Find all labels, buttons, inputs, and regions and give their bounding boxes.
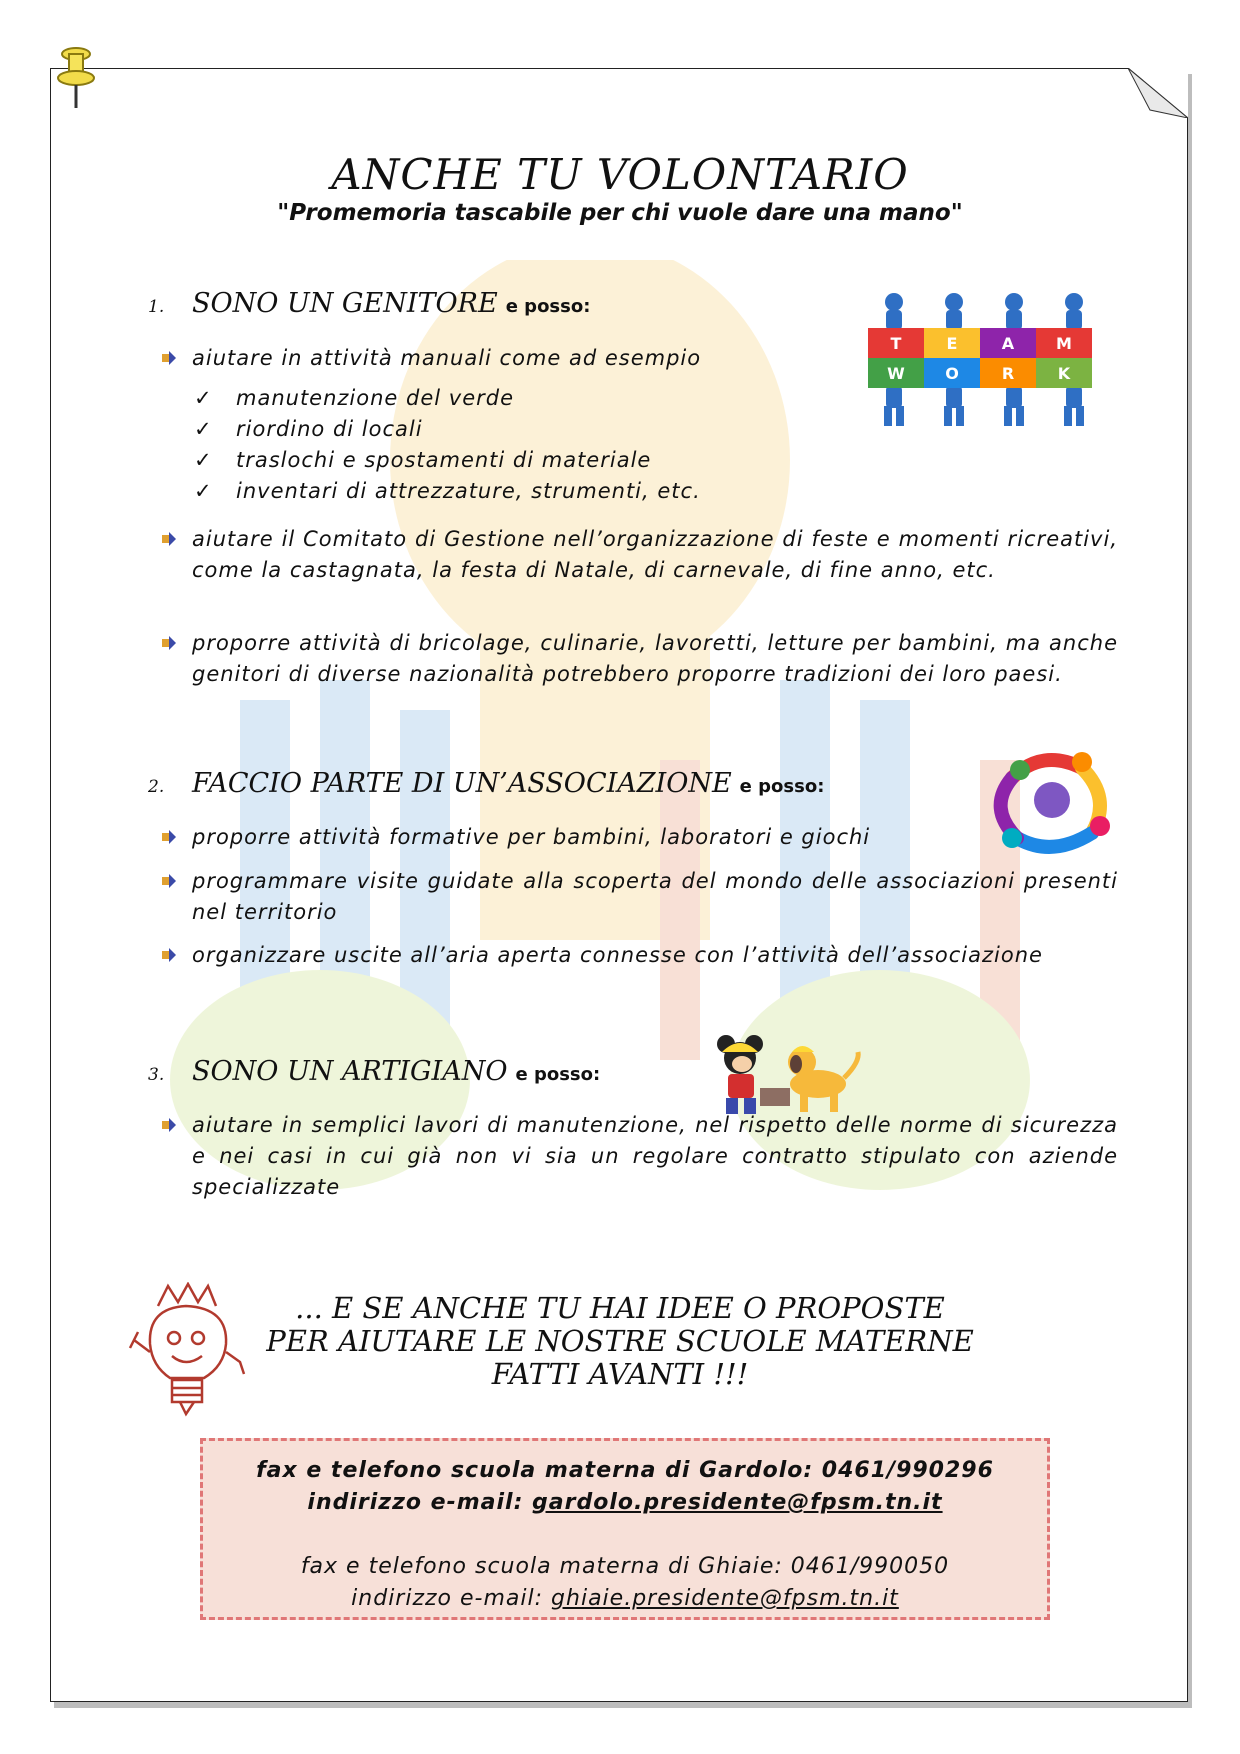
teamwork-letter: E: [946, 334, 958, 353]
ghiaie-email-label: indirizzo e-mail:: [351, 1586, 544, 1611]
subitem: ✓ traslochi e spostamenti di materiale: [194, 445, 651, 476]
closing-line-2: PER AIUTARE LE NOSTRE SCUOLE MATERNE: [266, 1324, 974, 1358]
gardolo-email-link[interactable]: gardolo.presidente@fpsm.tn.it: [532, 1490, 943, 1515]
closing-line-3: FATTI AVANTI !!!: [491, 1357, 749, 1391]
gardolo-email-line: [203, 1487, 1047, 1519]
arrow-bullet-icon: [162, 830, 176, 844]
teamwork-letter: A: [1001, 334, 1015, 353]
teamwork-letter: T: [890, 334, 902, 353]
contact-box: [200, 1438, 1050, 1620]
gardolo-phone: fax e telefono scuola materna di Gardolo: 0461/990296: [256, 1458, 994, 1483]
subitem: ✓ manutenzione del verde: [194, 383, 514, 414]
arrow-bullet-icon: [162, 532, 176, 546]
closing-line-1: ... E SE ANCHE TU HAI IDEE O PROPOSTE: [295, 1291, 945, 1325]
check-icon: ✓: [194, 448, 213, 472]
teamwork-letter: W: [887, 364, 905, 383]
teamwork-letter: M: [1056, 334, 1072, 353]
arrow-bullet-icon: [162, 636, 176, 650]
section-3-number: 3.: [148, 1065, 165, 1085]
section-2-heading: [148, 768, 824, 799]
page-subtitle: "Promemoria tascabile per chi vuole dare una mano": [277, 200, 963, 226]
ghiaie-email-link[interactable]: ghiaie.presidente@fpsm.tn.it: [551, 1586, 899, 1611]
arrow-bullet-icon: [162, 1118, 176, 1132]
bullet-item: aiutare in semplici lavori di manutenzione, nel rispetto delle norme di sicurezza e nei casi in cui già non vi sia un regolare contratto stipulato con aziende specializzate: [162, 1110, 1118, 1203]
subitem: ✓ inventari di attrezzature, strumenti, etc.: [194, 476, 701, 507]
bullet-item: programmare visite guidate alla scoperta del mondo delle associazioni presenti nel territorio: [162, 866, 1118, 928]
pushpin-icon: [54, 46, 98, 110]
page-title: ANCHE TU VOLONTARIO: [331, 150, 909, 199]
people-circle-image: [982, 738, 1120, 860]
section-2-tail: e posso:: [739, 776, 825, 797]
section-1-title: SONO UN GENITORE: [192, 288, 498, 319]
teamwork-letter: R: [1001, 364, 1015, 383]
section-1-heading: [148, 288, 590, 319]
section-1-tail: e posso:: [505, 296, 591, 317]
section-3-tail: e posso:: [515, 1064, 601, 1085]
section-3-heading: [148, 1056, 600, 1087]
check-icon: ✓: [194, 479, 213, 503]
arrow-bullet-icon: [162, 948, 176, 962]
ghiaie-phone: fax e telefono scuola materna di Ghiaie: 0461/990050: [300, 1554, 950, 1579]
arrow-bullet-icon: [162, 874, 176, 888]
bullet-item: aiutare in attività manuali come ad esempio: [162, 343, 862, 374]
check-icon: ✓: [194, 417, 213, 441]
section-2-title: FACCIO PARTE DI UN’ASSOCIAZIONE: [192, 768, 732, 799]
cartoon-workers-image: [700, 1022, 870, 1122]
section-3-title: SONO UN ARTIGIANO: [192, 1056, 508, 1087]
ghiaie-email-line: [203, 1583, 1047, 1615]
page-curl-icon: [1128, 68, 1188, 118]
teamwork-puzzle-image: [862, 288, 1098, 428]
arrow-bullet-icon: [162, 351, 176, 365]
gardolo-email-label: indirizzo e-mail:: [307, 1490, 524, 1515]
subitem: ✓ riordino di locali: [194, 414, 423, 445]
teamwork-letter: K: [1057, 364, 1071, 383]
section-1-number: 1.: [148, 297, 165, 317]
teamwork-letter: O: [945, 364, 959, 383]
bullet-item: organizzare uscite all’aria aperta connesse con l’attività dell’associazione: [162, 940, 1118, 971]
bullet-item: aiutare il Comitato di Gestione nell’organizzazione di feste e momenti ricreativi, come la castagnata, la festa di Natale, di carnevale, di fine anno, etc.: [162, 524, 1118, 586]
bullet-item: proporre attività di bricolage, culinarie, lavoretti, letture per bambini, ma anche genitori di diverse nazionalità potrebbero proporre tradizioni dei loro paesi.: [162, 628, 1118, 690]
check-icon: ✓: [194, 386, 213, 410]
section-2-number: 2.: [148, 777, 165, 797]
bullet-item: proporre attività formative per bambini, laboratori e giochi: [162, 822, 982, 853]
